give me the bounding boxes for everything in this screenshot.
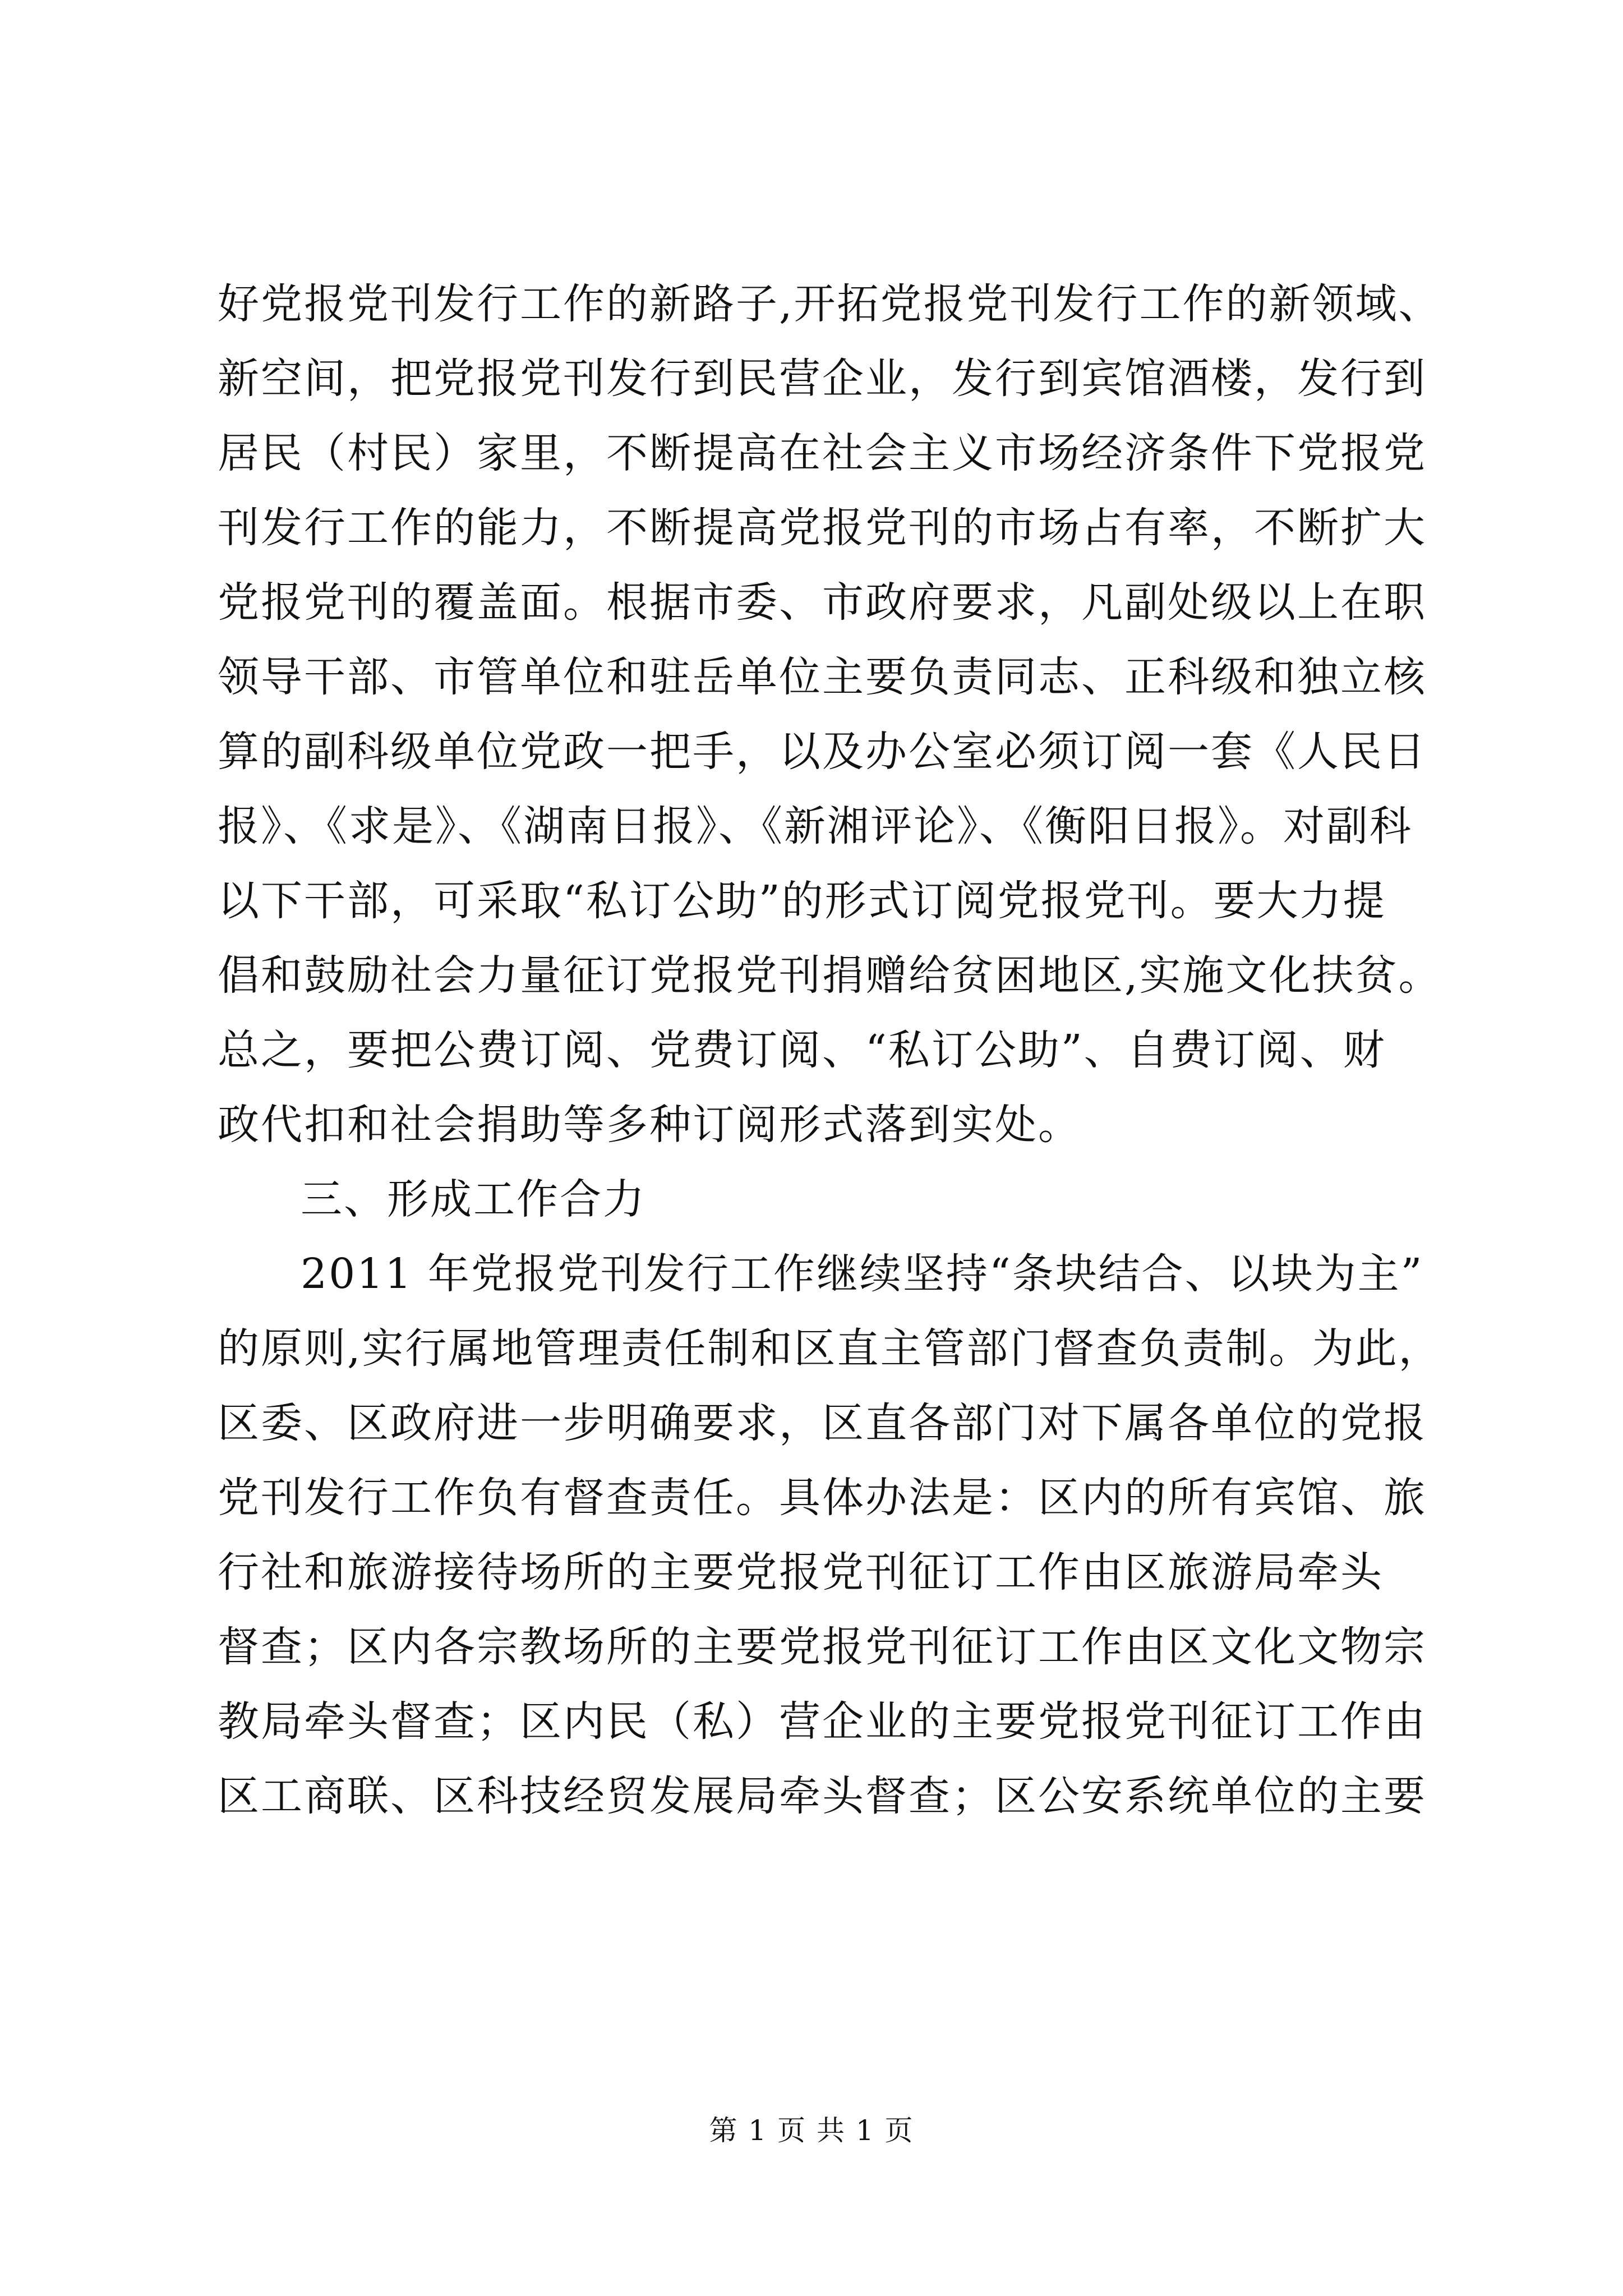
text-line: 居民（村民）家里，不断提高在社会主义市场经济条件下党报党 [218, 429, 1427, 477]
text-line: 以下干部，可采取“私订公助”的形式订阅党报党刊。要大力提 [218, 877, 1386, 925]
text-line: 督查；区内各宗教场所的主要党报党刊征订工作由区文化文物宗 [218, 1623, 1427, 1671]
text-line: 报》、《求是》、《湖南日报》、《新湘评论》、《衡阳日报》。对副科 [218, 802, 1413, 850]
text-line: 党刊发行工作负有督查责任。具体办法是：区内的所有宾馆、旅 [218, 1474, 1427, 1522]
text-line: 刊发行工作的能力，不断提高党报党刊的市场占有率，不断扩大 [218, 504, 1427, 552]
text-line: 倡和鼓励社会力量征订党报党刊捐赠给贫困地区,实施文化扶贫。 [218, 951, 1442, 1000]
text-line: 的原则,实行属地管理责任制和区直主管部门督查负责制。为此， [218, 1324, 1442, 1373]
text-line: 区工商联、区科技经贸发展局牵头督查；区公安系统单位的主要 [218, 1772, 1427, 1820]
page-number: 第 1 页 共 1 页 [709, 2114, 914, 2147]
text-line: 区委、区政府进一步明确要求，区直各部门对下属各单位的党报 [218, 1399, 1427, 1447]
text-line: 行社和旅游接待场所的主要党报党刊征订工作由区旅游局牵头 [218, 1548, 1384, 1596]
text-line: 总之，要把公费订阅、党费订阅、“私订公助”、自费订阅、财 [218, 1026, 1386, 1074]
section-heading: 三、形成工作合力 [301, 1175, 646, 1223]
text-line: 领导干部、市管单位和驻岳单位主要负责同志、正科级和独立核 [218, 653, 1427, 701]
text-line: 算的副科级单位党政一把手，以及办公室必须订阅一套《人民日 [218, 728, 1427, 776]
text-line: 2011 年党报党刊发行工作继续坚持“条块结合、以块为主” [301, 1250, 1424, 1298]
body-text [218, 267, 1485, 1834]
page-footer [0, 2114, 1623, 2147]
text-line: 党报党刊的覆盖面。根据市委、市政府要求，凡副处级以上在职 [218, 578, 1427, 627]
text-line: 好党报党刊发行工作的新路子,开拓党报党刊发行工作的新领域、 [218, 280, 1442, 328]
text-line: 政代扣和社会捐助等多种订阅形式落到实处。 [218, 1101, 1081, 1149]
text-line: 新空间，把党报党刊发行到民营企业，发行到宾馆酒楼，发行到 [218, 355, 1427, 403]
text-line: 教局牵头督查；区内民（私）营企业的主要党报党刊征订工作由 [218, 1697, 1427, 1746]
